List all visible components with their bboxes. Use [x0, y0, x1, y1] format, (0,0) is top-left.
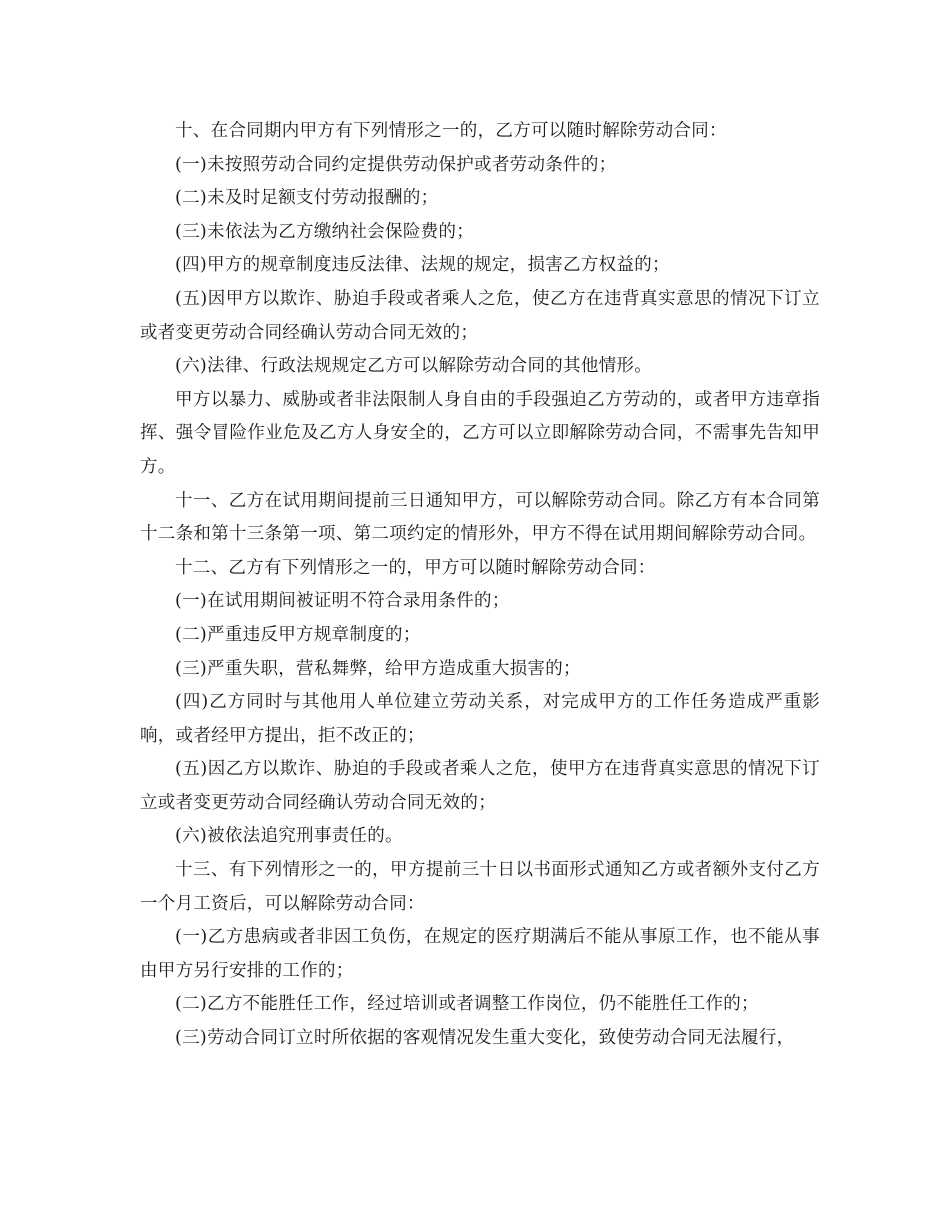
clause-13-heading: 十三、有下列情形之一的，甲方提前三十日以书面形式通知乙方或者额外支付乙方一个月工资后，可以解除劳动合同：: [140, 860, 820, 914]
clause-13-item-1: (一)乙方患病或者非因工负伤，在规定的医疗期满后不能从事原工作，也不能从事由甲方另行安排的工作的；: [140, 927, 820, 981]
clause-10-item-6: (六)法律、行政法规规定乙方可以解除劳动合同的其他情形。: [175, 356, 653, 377]
clause-10-item-2: (二)未及时足额支付劳动报酬的；: [175, 188, 439, 209]
clause-10-item-4: (四)甲方的规章制度违反法律、法规的规定，损害乙方权益的；: [175, 255, 670, 276]
clause-12-item-3: (三)严重失职，营私舞弊，给甲方造成重大损害的；: [175, 658, 581, 679]
clause-12-item-5: (五)因乙方以欺诈、胁迫的手段或者乘人之危，使甲方在违背真实意思的情况下订立或者变更劳动合同经确认劳动合同无效的；: [140, 759, 820, 813]
clause-12-heading: 十二、乙方有下列情形之一的，甲方可以随时解除劳动合同：: [175, 557, 656, 578]
clause-10-supplement: 甲方以暴力、威胁或者非法限制人身自由的手段强迫乙方劳动的，或者甲方违章指挥、强令冒险作业危及乙方人身安全的，乙方可以立即解除劳动合同，不需事先告知甲方。: [140, 389, 820, 477]
clause-10-item-1: (一)未按照劳动合同约定提供劳动保护或者劳动条件的；: [175, 154, 617, 175]
clause-12-item-4: (四)乙方同时与其他用人单位建立劳动关系，对完成甲方的工作任务造成严重影响，或者经甲方提出，拒不改正的；: [140, 692, 820, 746]
clause-11: 十一、乙方在试用期间提前三日通知甲方，可以解除劳动合同。除乙方有本合同第十二条和第十三条第一项、第二项约定的情形外，甲方不得在试用期间解除劳动合同。: [140, 490, 820, 545]
clause-10-heading: 十、在合同期内甲方有下列情形之一的，乙方可以随时解除劳动合同：: [175, 121, 727, 141]
clause-12-item-1: (一)在试用期间被证明不符合录用条件的；: [175, 591, 510, 612]
clause-10-item-3: (三)未依法为乙方缴纳社会保险费的；: [175, 221, 475, 242]
clause-13-item-3: (三)劳动合同订立时所依据的客观情况发生重大变化，致使劳动合同无法履行，: [175, 1028, 795, 1049]
clause-12-item-2: (二)严重违反甲方规章制度的；: [175, 624, 421, 645]
document-body: [140, 115, 820, 1056]
clause-10-item-5: (五)因甲方以欺诈、胁迫手段或者乘人之危，使乙方在违背真实意思的情况下订立或者变更劳动合同经确认劳动合同无效的；: [140, 288, 820, 343]
clause-12-item-6: (六)被依法追究刑事责任的。: [175, 826, 403, 847]
clause-13-item-2: (二)乙方不能胜任工作，经过培训或者调整工作岗位，仍不能胜任工作的；: [175, 994, 759, 1015]
